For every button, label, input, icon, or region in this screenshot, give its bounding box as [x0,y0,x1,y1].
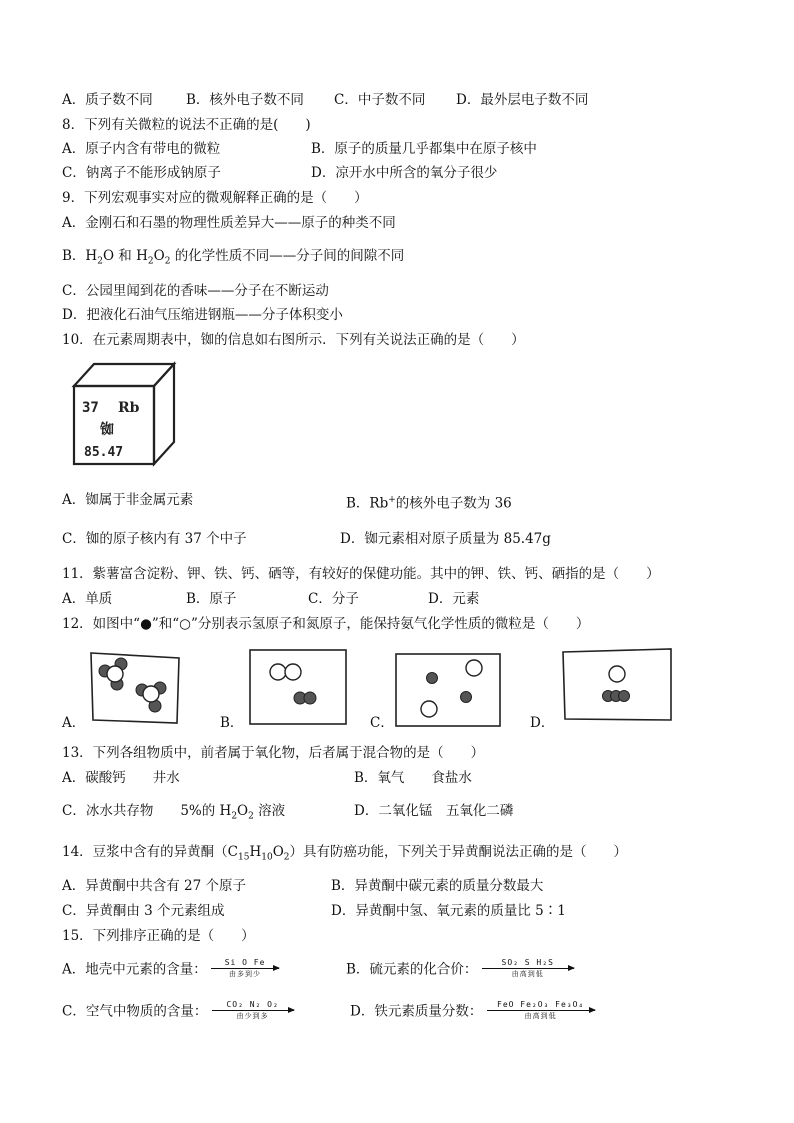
q8-stem: 8．下列有关微粒的说法不正确的是( ) [62,117,311,133]
q15-option-b [346,960,574,980]
q15-option-c [62,1002,294,1022]
q10-b-text: 的核外电子数为 36 [395,495,512,512]
q15-c-arrow-top: CO₂ N₂ O₂ [226,1000,279,1009]
q15-d-arrow [487,1000,595,1020]
q9-option-d: D．把液化石油气压缩进钢瓶——分子体积变小 [62,307,343,323]
q10-b-sup: + [388,495,396,505]
q13-option-a: A．碳酸钙 井水 [62,770,180,786]
q15-d-arrow-top: FeO Fe₂O₃ Fe₃O₄ [497,1000,585,1009]
q12-diagram-a [88,650,182,726]
q14-stem [62,843,627,867]
arrow-right-icon [212,1010,294,1011]
cell-atomic-mass: 85.47 [84,445,124,460]
q10-stem: 10．在元素周期表中，铷的信息如右图所示．下列有关说法正确的是（ ） [62,332,525,348]
q8-option-b: B．原子的质量几乎都集中在原子核中 [311,141,537,157]
q15-b-arrow-bottom: 由高到低 [511,970,544,978]
q9-b-sub: 2 [164,256,171,267]
q14-stem-sub: 15 [238,852,250,863]
q14-option-a: A．异黄酮中共含有 27 个原子 [62,878,247,894]
q9-b-text: 的化学性质不同——分子间的间隙不同 [170,248,405,264]
q14-stem-sub: 2 [283,852,290,863]
q15-b-label: B．硫元素的化合价： [346,961,478,978]
q15-a-arrow-bottom: 由多到少 [229,970,262,978]
q7-option-b: B．核外电子数不同 [186,92,304,108]
q12-option-b: B． [220,715,244,731]
q15-b-arrow-top: SO₂ S H₂S [501,958,554,967]
q15-c-arrow [212,1000,294,1020]
q15-stem: 15．下列排序正确的是（ ） [62,928,255,944]
q11-option-c: C．分子 [308,591,359,607]
q14-stem-text: ）具有防癌功能，下列关于异黄酮说法正确的是（ ） [289,844,628,860]
q15-d-label: D．铁元素质量分数： [350,1003,483,1020]
q14-option-d: D．异黄酮中氢、氧元素的质量比 5∶1 [331,903,566,919]
q11-option-d: D．元素 [428,591,480,607]
q13-c-text: C．冰水共存物 5%的 H [62,803,232,819]
q9-stem: 9．下列宏观事实对应的微观解释正确的是（ ） [62,190,368,206]
q10-option-c: C．铷的原子核内有 37 个中子 [62,531,247,547]
q13-c-text: 溶液 [253,803,286,819]
q7-options-row [62,91,588,109]
q12-diagram-b [248,648,348,726]
q9-option-c: C．公园里闻到花的香味——分子在不断运动 [62,283,329,299]
q15-a-arrow [211,958,279,978]
q14-option-b: B．异黄酮中碳元素的质量分数最大 [331,878,544,894]
q13-c-text: O [237,803,249,819]
q9-b-sub: 2 [147,256,154,267]
q15-c-arrow-bottom: 由少到多 [236,1012,269,1020]
q12-stem: 12．如图中“●”和“○”分别表示氢原子和氮原子，能保持氨气化学性质的微粒是（ ） [62,616,590,632]
q9-option-a: A．金刚石和石墨的物理性质差异大——原子的种类不同 [62,215,396,231]
q11-options-row [62,590,479,608]
q7-option-a: A．质子数不同 [62,92,153,108]
q12-option-a: A． [62,715,86,731]
q9-b-text: O [153,248,165,264]
cell-element-name: 铷 [100,422,114,438]
q14-stem-text: H [249,844,262,860]
q9-option-b [62,247,404,271]
q13-option-c [62,802,285,826]
q14-option-c: C．异黄酮由 3 个元素组成 [62,903,225,919]
q10-b-text: B．Rb [346,495,389,512]
q14-stem-text: O [272,844,284,860]
arrow-right-icon [482,968,574,969]
q11-option-b: B．原子 [186,591,237,607]
q12-option-c: C． [370,715,394,731]
cell-symbol: Rb [118,400,140,416]
q13-c-sub: 2 [248,811,254,822]
q9-b-sub: 2 [97,256,103,267]
q15-a-label: A．地壳中元素的含量： [62,961,207,978]
q11-option-a: A．单质 [62,591,113,607]
q13-option-b: B．氧气 食盐水 [354,770,472,786]
q9-b-text: B．H [62,248,98,264]
q14-stem-text: 14．豆浆中含有的异黄酮（C [62,844,239,860]
q8-option-d: D．凉开水中所含的氧分子很少 [311,165,498,181]
q10-option-a: A．铷属于非金属元素 [62,492,194,508]
q12-option-d: D． [530,715,555,731]
q10-option-b [346,491,512,513]
q12-diagram-c [394,652,502,728]
q15-b-arrow [482,958,574,978]
q13-option-d: D．二氧化锰 五氧化二磷 [354,803,514,819]
rubidium-periodic-cell [70,360,180,468]
q15-option-a [62,960,279,980]
cell-atomic-number: 37 [82,400,99,416]
q15-option-d [350,1002,595,1022]
q13-c-sub: 2 [231,811,238,822]
q11-stem: 11．紫薯富含淀粉、钾、铁、钙、硒等，有较好的保健功能。其中的钾、铁、钙、硒指的是（ ） [62,566,660,582]
q14-stem-sub: 10 [261,852,273,863]
q7-option-d: D．最外层电子数不同 [456,92,589,108]
q15-d-arrow-bottom: 由高到低 [524,1012,557,1020]
arrow-right-icon [487,1010,595,1011]
q15-a-arrow-top: Si O Fe [224,958,266,967]
q8-option-c: C．钠离子不能形成钠原子 [62,165,221,181]
q13-stem: 13．下列各组物质中，前者属于氧化物，后者属于混合物的是（ ） [62,745,485,761]
q8-option-a: A．原子内含有带电的微粒 [62,141,221,157]
q7-option-c: C．中子数不同 [334,92,426,108]
q15-c-label: C．空气中物质的含量： [62,1003,208,1020]
arrow-right-icon [211,968,279,969]
q10-option-d: D．铷元素相对原子质量为 85.47g [340,531,551,547]
q9-b-text: O 和 H [102,248,148,264]
q12-diagram-d [560,647,674,723]
